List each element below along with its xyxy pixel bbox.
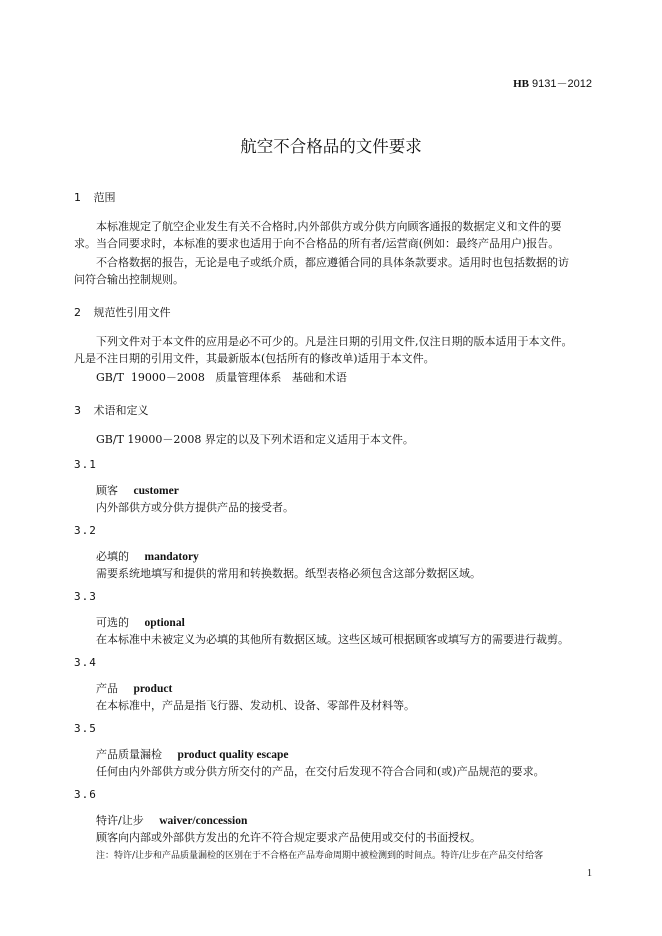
term-chinese: 必填的 [96, 550, 129, 563]
term-english: product [133, 683, 173, 695]
section-3-intro [74, 431, 594, 448]
term-chinese: 产品 [96, 682, 118, 695]
term-note: 注：特许/让步和产品质量漏检的区别在于不合格在产品寿命周期中被检测到的时间点。特许/让步在产品交付给客 [96, 851, 544, 861]
section-title: 规范性引用文件 [93, 306, 171, 319]
clause-number: 3.1 [74, 458, 97, 471]
page-number: 1 [587, 868, 592, 879]
paragraph-line: GB/T 19000－2008 界定的以及下列术语和定义适用于本文件。 [96, 433, 414, 446]
section-2-paragraph-1 [74, 333, 594, 367]
term-english: mandatory [144, 551, 199, 563]
section-number: 2 [74, 306, 81, 319]
document-title: 航空不合格品的文件要求 [240, 137, 422, 156]
paragraph-line: 本标准规定了航空企业发生有关不合格时,内外部供方或分供方向顾客通报的数据定义和文件的要 [96, 220, 562, 233]
paragraph-line: 求。当合同要求时，本标准的要求也适用于向不合格品的所有者/运营商(例如：最终产品用户)报告。 [74, 237, 560, 250]
section-title: 术语和定义 [93, 404, 149, 417]
term-definition: 在本标准中未被定义为必填的其他所有数据区域。这些区域可根据顾客或填写方的需要进行裁剪。 [96, 633, 569, 646]
paragraph-line: 凡是不注日期的引用文件，其最新版本(包括所有的修改单)适用于本文件。 [74, 352, 435, 365]
paragraph-line: 问符合输出控制规则。 [74, 273, 184, 286]
term-definition: 内外部供方或分供方提供产品的接受者。 [96, 501, 294, 514]
term-english: customer [133, 485, 179, 497]
paragraph-line: 不合格数据的报告，无论是电子或纸介质，都应遵循合同的具体条款要求。适用时也包括数据的访 [96, 256, 569, 269]
term-entry [96, 548, 199, 564]
section-1-paragraph-2 [74, 254, 594, 288]
term-definition: 需要系统地填写和提供的常用和转换数据。纸型表格必须包含这部分数据区域。 [96, 567, 481, 580]
section-number: 1 [74, 191, 81, 204]
clause-number: 3.4 [74, 656, 97, 669]
section-2-heading [74, 304, 171, 320]
section-3-heading [74, 402, 149, 418]
standard-prefix: HB [513, 78, 529, 90]
section-number: 3 [74, 404, 81, 417]
clause-number: 3.2 [74, 524, 97, 537]
term-chinese: 可选的 [96, 616, 129, 629]
normative-reference [74, 369, 594, 386]
term-entry [96, 614, 185, 630]
paragraph-line: 下列文件对于本文件的应用是必不可少的。凡是注日期的引用文件,仅注日期的版本适用于本文件。 [96, 335, 573, 348]
section-1-paragraph-1 [74, 218, 594, 252]
term-entry [96, 680, 172, 696]
standard-code: 9131－2012 [532, 78, 592, 90]
clause-number: 3.3 [74, 590, 97, 603]
term-entry [96, 482, 179, 498]
reference-line: GB/T 19000－2008 质量管理体系 基础和术语 [96, 371, 347, 384]
term-entry [96, 746, 288, 762]
term-definition: 顾客向内部或外部供方发出的允许不符合规定要求产品使用或交付的书面授权。 [96, 831, 481, 844]
term-chinese: 产品质量漏检 [96, 748, 162, 761]
term-chinese: 顾客 [96, 484, 118, 497]
term-entry [96, 812, 247, 828]
clause-number: 3.6 [74, 788, 97, 801]
section-title: 范围 [93, 191, 116, 204]
clause-number: 3.5 [74, 722, 97, 735]
term-english: waiver/concession [159, 815, 248, 827]
standard-number [513, 75, 592, 91]
section-1-heading [74, 189, 116, 205]
term-definition: 在本标准中，产品是指飞行器、发动机、设备、零部件及材料等。 [96, 699, 415, 712]
term-definition: 任何由内外部供方或分供方所交付的产品，在交付后发现不符合合同和(或)产品规范的要求。 [96, 765, 545, 778]
term-english: optional [144, 617, 185, 629]
term-chinese: 特许/让步 [96, 814, 144, 827]
term-english: product quality escape [177, 749, 289, 761]
